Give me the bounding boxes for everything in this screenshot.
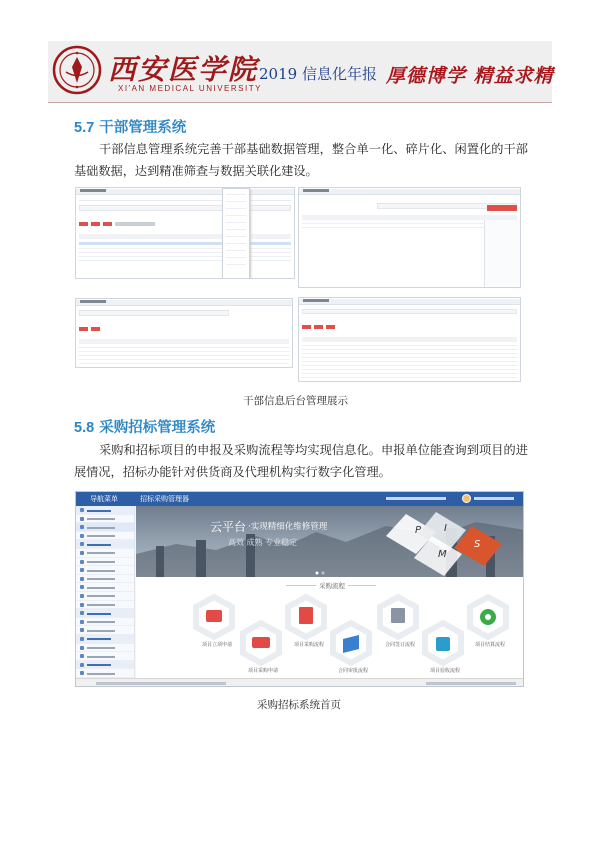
cadre-screenshot-grid: [298, 297, 521, 382]
tile-letter: M: [438, 549, 447, 560]
section-heading-5-8: [74, 416, 215, 437]
header-divider: [48, 102, 552, 103]
section-number: 5.7: [74, 120, 95, 136]
windows-taskbar: [76, 678, 524, 687]
figure-caption: 采购招标系统首页: [257, 699, 341, 711]
figure-caption: 干部信息后台管理展示: [243, 395, 348, 407]
banner-headline: 云平台: [210, 520, 247, 534]
section-heading-5-7: [74, 116, 186, 137]
report-title: 2019 信息化年报: [259, 65, 377, 83]
section-paragraph: 干部信息管理系统完善干部基础数据管理，整合单一化、碎片化、闲置化的干部基础数据，达到精准筛查与数据关联化建设。: [74, 142, 528, 178]
flow-step-label: 合同审批流程: [338, 668, 369, 674]
procurement-homepage-screenshot: [75, 491, 524, 687]
section-title: 采购招标管理系统: [99, 420, 216, 436]
sidebar-menu[interactable]: [76, 506, 135, 678]
university-logo-text: 西安医学院: [108, 53, 259, 86]
cadre-screenshot-list: [75, 187, 295, 279]
flow-step-label: 项目立项申请: [202, 642, 233, 648]
flow-diagram: [136, 577, 524, 678]
section-number: 5.8: [74, 420, 95, 436]
banner-tags: 高效 成熟 专业稳定: [228, 538, 298, 547]
app-title: 招标采购管理器: [140, 495, 189, 503]
section-paragraph: 采购和招标项目的申报及采购流程等均实现信息化。申报单位能查询到项目的进展情况，招标办能针对供货商及代理机构实行数字化管理。: [74, 443, 528, 479]
hero-banner: [136, 506, 524, 577]
university-motto: 厚德博学 精益求精: [386, 65, 554, 87]
procurement-flow-panel: [136, 577, 524, 678]
tile-letter: I: [444, 523, 447, 534]
flow-step-label: 项目结算流程: [475, 642, 506, 648]
nav-menu-label: 导航菜单: [90, 495, 118, 503]
flow-step-label: 项目验收流程: [430, 668, 461, 674]
flow-step-label: 合同签订流程: [385, 642, 416, 648]
flow-step-label: 项目采购申请: [248, 668, 279, 674]
tile-letter: P: [415, 525, 422, 536]
flow-step-label: 项目采购流程: [294, 642, 325, 648]
banner-subheadline: ·实现精细化维修管理: [248, 522, 328, 532]
user-avatar[interactable]: [462, 494, 471, 503]
cadre-screenshot-detail: [298, 187, 521, 288]
university-english-name: XI'AN MEDICAL UNIVERSITY: [118, 84, 262, 93]
app-top-bar: [76, 492, 524, 506]
flow-title: 采购流程: [316, 581, 348, 590]
cadre-screenshot-tree: [75, 298, 293, 368]
section-title: 干部管理系统: [99, 120, 187, 136]
tile-letter: S: [474, 539, 481, 550]
university-seal-icon: [52, 45, 102, 95]
